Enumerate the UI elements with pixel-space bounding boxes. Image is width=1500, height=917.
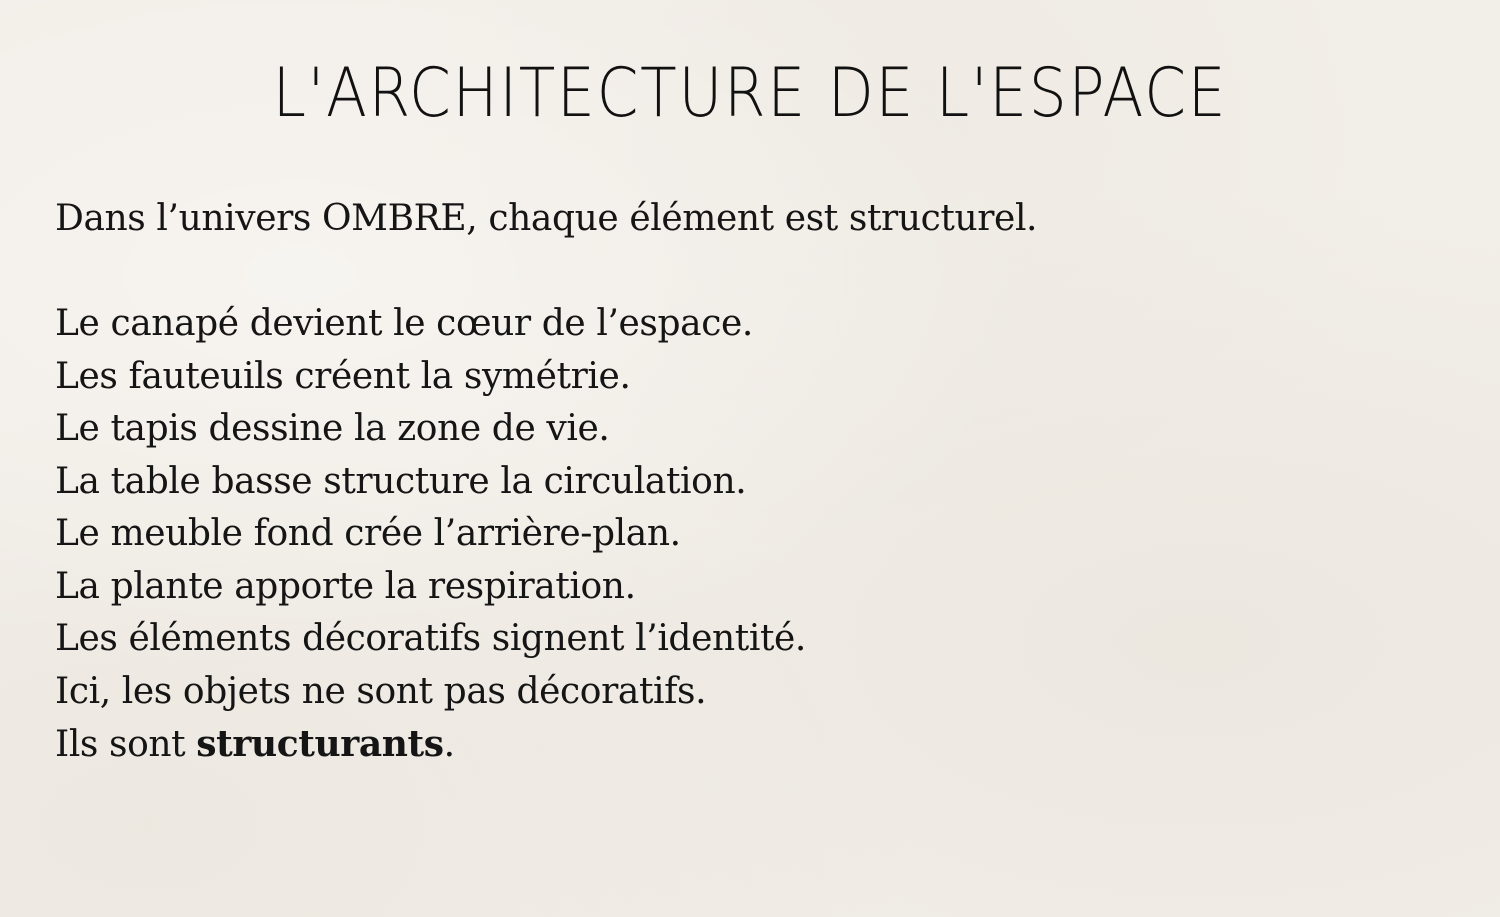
intro-paragraph: Dans l’univers OMBRE, chaque élément est structurel. [55, 198, 1038, 239]
statement-line: Le canapé devient le cœur de l’espace. [55, 303, 753, 344]
closing-line [55, 718, 806, 772]
closing-prefix: Ils sont [55, 724, 197, 765]
statement-line: Ici, les objets ne sont pas décoratifs. [55, 670, 707, 712]
closing-emphasis: structurants [196, 723, 444, 765]
closing-suffix: . [443, 724, 455, 765]
statement-line: Le tapis dessine la zone de vie. [55, 408, 610, 449]
statement-line: La table basse structure la circulation. [55, 460, 747, 502]
page-title: L'ARCHITECTURE DE L'ESPACE [272, 54, 1228, 133]
statement-list [55, 298, 806, 772]
statement-line: Le meuble fond crée l’arrière-plan. [55, 513, 681, 554]
statement-line: Les fauteuils créent la symétrie. [55, 355, 631, 397]
statement-line: La plante apporte la respiration. [55, 565, 636, 607]
statement-line: Les éléments décoratifs signent l’identité. [55, 618, 806, 659]
